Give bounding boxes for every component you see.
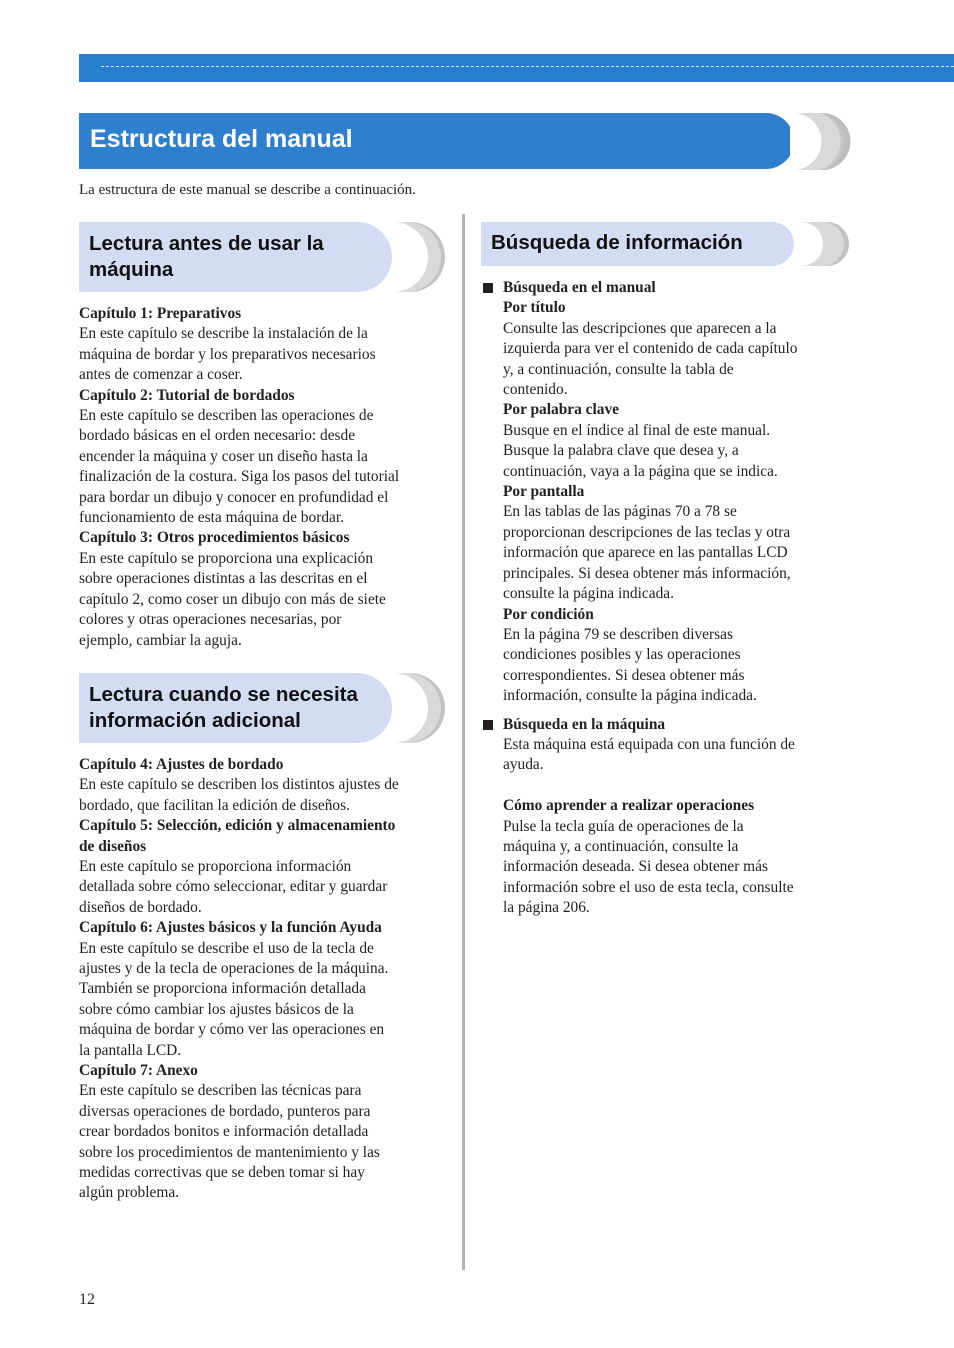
- text-line: máquina de bordar y cómo ver las operaciones en: [79, 1021, 385, 1039]
- text-line: información sobre el uso de esta tecla, consulte: [503, 878, 794, 896]
- section-heading-line: máquina: [89, 258, 174, 281]
- section-heading-line: información adicional: [89, 708, 301, 732]
- text-line: sobre cómo cambiar los ajustes básicos de la: [79, 1000, 354, 1018]
- text-line: la pantalla LCD.: [79, 1041, 182, 1059]
- text-line: En este capítulo se proporciona información: [79, 857, 352, 875]
- text-line: También se proporciona información detallada: [79, 980, 366, 998]
- text-line: En este capítulo se describe la instalación de la: [79, 325, 368, 343]
- header-stripe: [79, 54, 954, 82]
- section-heading-before-use: [79, 222, 449, 292]
- text-line: máquina y, a continuación, consulte la: [503, 837, 739, 855]
- text-line: información que aparece en las pantallas LCD: [503, 544, 788, 562]
- text-line: En este capítulo se describe el uso de la tecla de: [79, 939, 374, 957]
- text-line: Busque la palabra clave que desea y, a: [503, 442, 739, 460]
- text-line: En este capítulo se proporciona una explicación: [79, 549, 374, 567]
- text-line: colores y otras operaciones necesarias, por: [79, 611, 342, 629]
- text-line: En este capítulo se describen las técnicas para: [79, 1082, 362, 1100]
- column-divider: [462, 214, 465, 1270]
- text-line: consulte la página indicada.: [503, 585, 674, 603]
- chapter-title: Capítulo 3: Otros procedimientos básicos: [79, 529, 350, 547]
- subheading: Por título: [503, 299, 566, 317]
- text-line: crear bordados bonitos e información detallada: [79, 1123, 369, 1141]
- title-decoration: [760, 113, 852, 170]
- section-heading-search: [481, 222, 853, 266]
- subheading: Por pantalla: [503, 483, 585, 501]
- text-line: para bordar un dibujo y conocer en profundidad el: [79, 488, 389, 506]
- chapter-title: de diseños: [79, 837, 147, 855]
- text-line: principales. Si desea obtener más información,: [503, 564, 791, 582]
- section-heading-line: Lectura antes de usar la: [89, 232, 324, 255]
- text-line: izquierda para ver el contenido de cada capítulo: [503, 340, 798, 358]
- text-line: correspondientes. Si desea obtener más: [503, 666, 745, 684]
- text-line: funcionamiento de esta máquina de bordar.: [79, 509, 344, 527]
- text-line: capítulo 2, como coser un dibujo con más de siete: [79, 590, 386, 608]
- text-line: finalización de la costura. Siga los pasos del tutorial: [79, 468, 400, 486]
- intro-text: La estructura de este manual se describe a continuación.: [79, 182, 416, 198]
- chapter-title: Capítulo 7: Anexo: [79, 1062, 198, 1079]
- text-line: continuación, vaya a la página que se indica.: [503, 462, 778, 480]
- section-heading-text: Búsqueda de información: [481, 222, 794, 266]
- chapter-title: Capítulo 4: Ajustes de bordado: [79, 755, 284, 773]
- text-line: máquina de bordar y los preparativos necesarios: [79, 345, 376, 363]
- text-line: Busque en el índice al final de este manual.: [503, 421, 771, 439]
- text-line: contenido.: [503, 381, 568, 399]
- text-line: encender la máquina y coser un diseño hasta la: [79, 447, 368, 465]
- machine-search-details: [481, 735, 853, 919]
- text-line: Pulse la tecla guía de operaciones de la: [503, 817, 744, 835]
- text-line: antes de comenzar a coser.: [79, 366, 243, 384]
- text-line: diseños de bordado.: [79, 898, 202, 916]
- page-number: 12: [79, 1291, 95, 1308]
- text-line: En este capítulo se describen los distintos ajustes de: [79, 776, 399, 794]
- chapter-title: Capítulo 2: Tutorial de bordados: [79, 386, 295, 404]
- manual-search-details: [481, 298, 853, 706]
- square-bullet-icon: [483, 283, 493, 293]
- chapter-title: Capítulo 6: Ajustes básicos y la función Ayuda: [79, 919, 382, 937]
- text-line: algún problema.: [79, 1184, 180, 1202]
- bullet-item: Búsqueda en la máquina: [481, 715, 853, 735]
- text-line: medidas correctivas que se deben tomar si hay: [79, 1164, 365, 1182]
- text-line: Consulte las descripciones que aparecen a la: [503, 319, 777, 337]
- text-line: En este capítulo se describen las operaciones de: [79, 407, 374, 425]
- text-line: bordado básicas en el orden necesario: desde: [79, 427, 356, 445]
- text-line: condiciones posibles y las operaciones: [503, 646, 741, 664]
- text-line: bordado, que facilitan la edición de diseños.: [79, 796, 350, 814]
- subheading: Cómo aprender a realizar operaciones: [503, 797, 755, 815]
- text-line: ayuda.: [503, 756, 544, 774]
- text-line: y, a continuación, consulte la tabla de: [503, 360, 734, 378]
- text-line: ajustes y de la tecla de operaciones de la máquina.: [79, 959, 389, 977]
- chapter-title: Capítulo 1: Preparativos: [79, 305, 242, 322]
- subheading: Por condición: [503, 605, 594, 623]
- section-heading-line: Lectura cuando se necesita: [89, 682, 358, 706]
- left-column: [79, 222, 449, 1204]
- text-line: diversas operaciones de bordado, punteros para: [79, 1102, 371, 1120]
- text-line: la página 206.: [503, 899, 590, 917]
- text-line: detallada sobre cómo seleccionar, editar y guardar: [79, 878, 388, 896]
- text-line: sobre operaciones distintas a las descritas en el: [79, 570, 368, 588]
- bullet-item: Búsqueda en el manual: [481, 278, 853, 298]
- right-column: [481, 222, 853, 919]
- text-line: En las tablas de las páginas 70 a 78 se: [503, 503, 737, 521]
- text-line: información, consulte la página indicada.: [503, 687, 757, 705]
- subheading: Por palabra clave: [503, 401, 619, 419]
- text-line: información deseada. Si desea obtener más: [503, 858, 768, 876]
- page-title: Estructura del manual: [79, 113, 794, 169]
- text-line: Esta máquina está equipada con una función de: [503, 735, 795, 753]
- section-body-before-use: [79, 304, 449, 651]
- section-heading-additional-info: [79, 673, 449, 743]
- text-line: proporcionan descripciones de las teclas y otra: [503, 523, 791, 541]
- text-line: ejemplo, cambiar la aguja.: [79, 631, 242, 649]
- text-line: sobre los procedimientos de mantenimiento y las: [79, 1143, 380, 1161]
- text-line: En la página 79 se describen diversas: [503, 625, 733, 643]
- chapter-title: Capítulo 5: Selección, edición y almacenamiento: [79, 817, 396, 835]
- square-bullet-icon: [483, 720, 493, 730]
- section-body-additional-info: [79, 755, 449, 1204]
- section-body-search: [481, 278, 853, 919]
